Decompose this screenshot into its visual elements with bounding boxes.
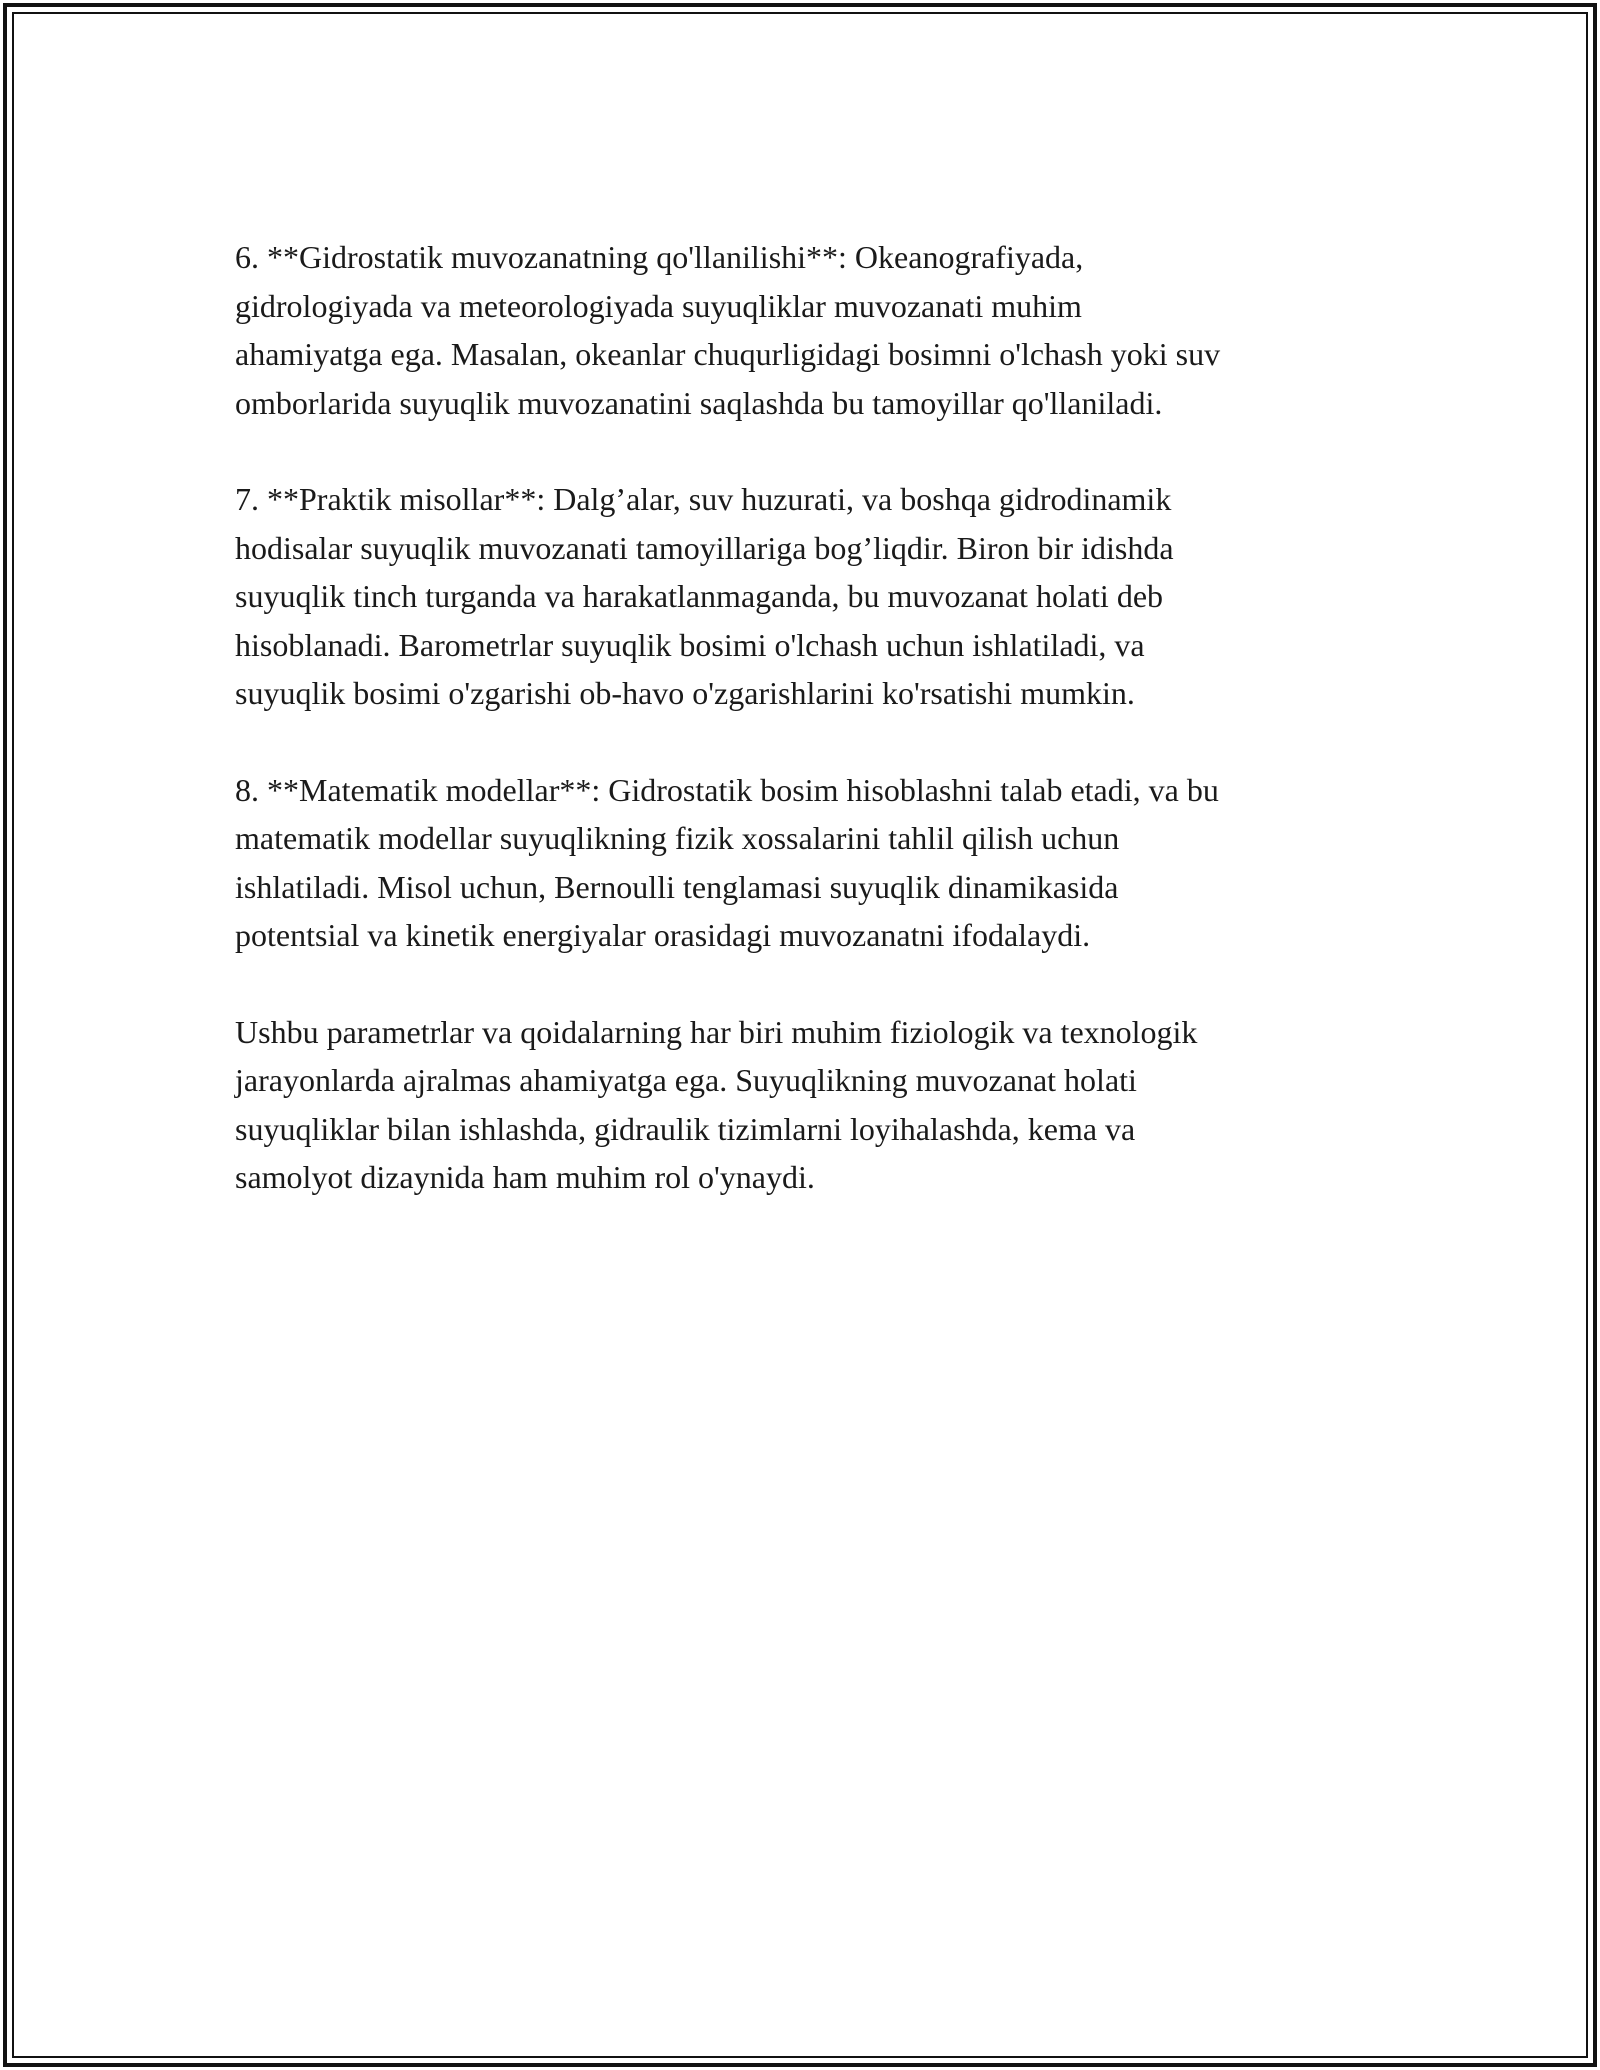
- paragraph-practical-examples: 7. **Praktik misollar**: Dalg’alar, suv huzurati, va boshqa gidrodinamik hodisalar suyuqlik muvozanati tamoyillariga bog’liqdir. Biron bir idishda suyuqlik tinch turganda va harakatlanmaganda, bu muvozanat holati deb hisoblanadi. Barometrlar suyuqlik bosimi o'lchash uchun ishlatiladi, va suyuqlik bosimi o'zgarishi ob-havo o'zgarishlarini ko'rsatishi mumkin.: [235, 481, 1174, 711]
- paragraph-conclusion: Ushbu parametrlar va qoidalarning har biri muhim fiziologik va texnologik jarayonlarda ajralmas ahamiyatga ega. Suyuqlikning muvozanat holati suyuqliklar bilan ishlashda, gidraulik tizimlarni loyihalashda, kema va samolyot dizaynida ham muhim rol o'ynaydi.: [235, 1013, 1198, 1195]
- paragraph-mathematical-models: 8. **Matematik modellar**: Gidrostatik bosim hisoblashni talab etadi, va bu matematik modellar suyuqlikning fizik xossalarini tahlil qilish uchun ishlatiladi. Misol uchun, Bernoulli tenglamasi suyuqlik dinamikasida potentsial va kinetik energiyalar orasidagi muvozanatni ifodalaydi.: [235, 771, 1219, 953]
- paragraph-hydrostatic-application: 6. **Gidrostatik muvozanatning qo'llanilishi**: Okeanografiyada, gidrologiyada va meteorologiyada suyuqliklar muvozanati muhim ahamiyatga ega. Masalan, okeanlar chuqurligidagi bosimni o'lchash yoki suv omborlarida suyuqlik muvozanatini saqlashda bu tamoyillar qo'llaniladi.: [235, 239, 1221, 421]
- document-body: [235, 233, 1375, 1250]
